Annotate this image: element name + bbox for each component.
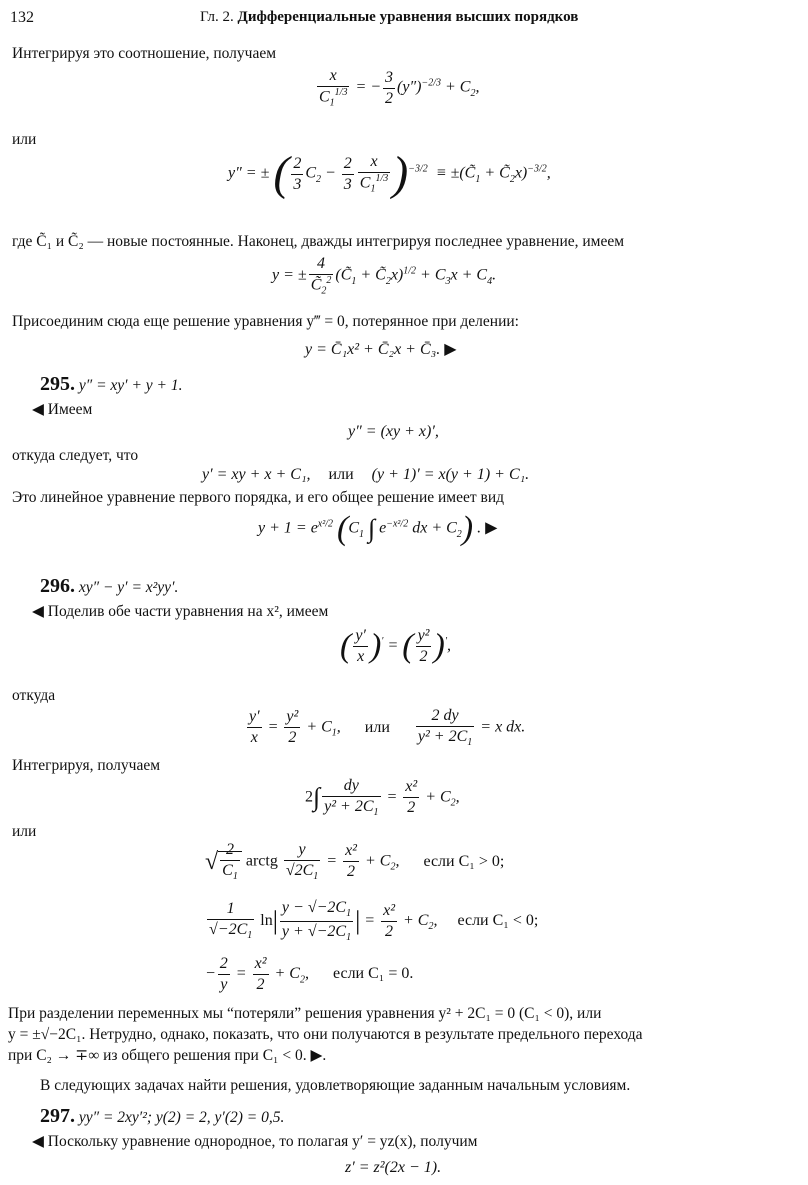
- formula-7: $y + 1 = e^{x^2/2}$ ($C_1$ ∫ $e^{-x^2/2}$ dx + $C_2$) . ▶: [258, 510, 498, 547]
- text-line: Интегрируя, получаем: [12, 757, 161, 774]
- problem-number: 297.: [40, 1105, 75, 1127]
- text-line: откуда: [12, 687, 56, 704]
- formula-1: $\frac{x}{C_1^{1/3}}$ = − $\frac{3}{2}$ $(y'')^{-2/3} + C_2$,: [319, 67, 480, 109]
- problem-equation: yy″ = 2xy′²; y(2) = 2, y′(2) = 0,5.: [78, 1109, 285, 1126]
- formula-11: √ $\frac{2}{C_1}$ arctg $\frac{y}{√2C_1}$ = $\frac{\text{x²}}{2}$ + $C_2$, если C₁ > 0;: [205, 841, 505, 883]
- formula-6-left: y′ = xy + x + C₁,: [202, 466, 311, 483]
- paragraph-line: y = ±√−2C₁. Нетрудно, однако, показать, что они получаются в результате предельного перехода: [8, 1026, 643, 1043]
- formula-13: − $\frac{2}{y}$ = $\frac{\text{x²}}{2}$ + $C_2$, если C₁ = 0.: [205, 955, 414, 993]
- page-number: 132: [10, 9, 34, 26]
- text-line: ◀ Поскольку уравнение однородное, то полагая y′ = yz(x), получим: [32, 1133, 478, 1150]
- text-line: В следующих задачах найти решения, удовлетворяющие заданным начальным условиям.: [40, 1077, 631, 1094]
- formula-14: z′ = z²(2x − 1).: [345, 1159, 442, 1176]
- formula-9-or: или: [364, 718, 390, 736]
- formula-12-condition: если C₁ < 0;: [457, 911, 539, 929]
- problem-equation: y″ = xy′ + y + 1.: [78, 377, 183, 394]
- text-line: ◀ Поделив обе части уравнения на x², имеем: [32, 603, 329, 620]
- formula-6: [202, 465, 529, 485]
- text-line: Это линейное уравнение первого порядка, и его общее решение имеет вид: [12, 489, 505, 506]
- formula-9: $\frac{y'}{x}$ = $\frac{\text{y²}}{2}$ + $C_1$, или $\frac{2 dy}{y^2 + 2C_1}$ = x dx.: [249, 707, 526, 749]
- problem-number: 295.: [40, 373, 75, 395]
- formula-3: y = ± $\frac{4}{C̃_2^2}$ ($C̃_1$ + $C̃_2x)^{1/2} + C_3x + C_4$.: [272, 255, 497, 297]
- formula-5: y″ = (xy + x)′,: [348, 423, 439, 440]
- running-header-chapter: Гл. 2.: [200, 9, 238, 25]
- formula-12: $\frac{1}{√-2C_1}$ ln| $\frac{y - √-2C_1}{y + √-2C_1}$ | = $\frac{\text{x²}}{2}$ + $C_2$, если C₁ < 0;: [209, 899, 539, 943]
- formula-4: y = C̄₁x² + C̄₂x + C̄₃. ▶: [305, 341, 457, 358]
- problem-equation: xy″ − y′ = x²yy′.: [78, 579, 179, 596]
- text-line: Присоединим сюда еще решение уравнения y‴ = 0, потерянное при делении:: [12, 313, 519, 330]
- running-header-title: Дифференциальные уравнения высших порядков: [237, 9, 579, 25]
- problem-297-heading: [40, 1104, 284, 1129]
- problem-295-heading: [40, 372, 183, 397]
- text-line: откуда следует, что: [12, 447, 139, 464]
- or-word: или: [12, 823, 37, 840]
- text-line: Интегрируя это соотношение, получаем: [12, 45, 277, 62]
- formula-10: 2∫ $\frac{dy}{y^2 + 2C_1}$ = $\frac{\text{x²}}{2}$ + $C_2$,: [305, 777, 460, 819]
- formula-6-right: (y + 1)′ = x(y + 1) + C₁.: [371, 466, 530, 483]
- paragraph-line: при C₂ → ∓∞ из общего решения при C₁ < 0. ▶.: [8, 1047, 327, 1064]
- text-line: ◀ Имеем: [32, 401, 93, 418]
- formula-8: ( $\frac{y'}{x}$ )′ = ( $\frac{\text{y²}}{2}$ )′,: [340, 627, 451, 665]
- formula-11-condition: если C₁ > 0;: [423, 852, 505, 870]
- text-line: где C̃₁ и C̃₂ — новые постоянные. Наконец, дважды интегрируя последнее уравнение, имеем: [12, 233, 625, 250]
- formula-13-condition: если C₁ = 0.: [332, 965, 414, 983]
- problem-296-heading: [40, 574, 178, 599]
- problem-number: 296.: [40, 575, 75, 597]
- paragraph-line: При разделении переменных мы “потеряли” решения уравнения y² + 2C₁ = 0 (C₁ < 0), или: [8, 1005, 602, 1022]
- formula-2: y″ = ± ( $\frac{2}{3}$ $C_2$ − $\frac{2}{3}$ $\frac{x}{C_1^{1/3}}$ )$^{-3/2} \equiv \pm(C̃_1$ + $C̃_2x)^{-3/2}$,: [228, 147, 551, 200]
- formula-6-or: или: [328, 466, 354, 483]
- or-word: или: [12, 131, 37, 148]
- running-header: [200, 8, 578, 27]
